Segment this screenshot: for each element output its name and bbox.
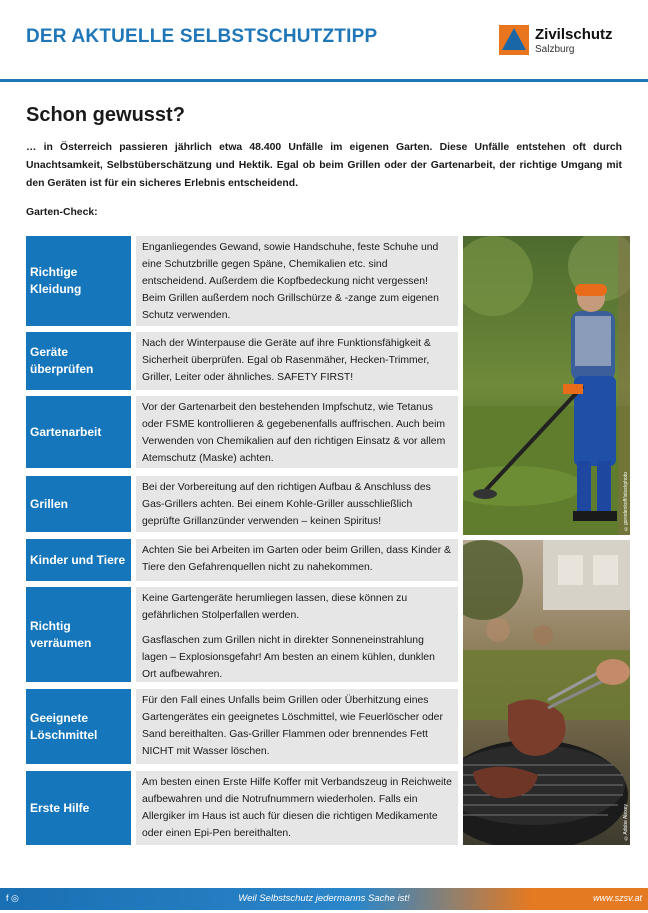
logo-name: Zivilschutz [535, 26, 613, 43]
tip-label: Richtige Kleidung [26, 236, 131, 326]
tip-row [26, 771, 458, 845]
tip-label: Richtig verräumen [26, 587, 131, 682]
photo-credit: ©gorodenkoff/istockphoto [623, 471, 629, 531]
tip-row [26, 539, 458, 581]
tip-row [26, 689, 458, 764]
page-title: Schon gewusst? [26, 104, 185, 126]
tip-paragraph: Nach der Winterpause die Geräte auf ihre Funktionsfähigkeit & Sicherheit überprüfen. Egal ob Rasenmäher, Hecken-Trimmer, Griller, Leiter oder ähnliches. SAFETY FIRST! [142, 338, 431, 383]
tip-text [136, 771, 458, 845]
tip-paragraph: Keine Gartengeräte herumliegen lassen, diese können zu gefährlichen Stolperfallen werden. [142, 593, 408, 621]
tip-paragraph: Gasflaschen zum Grillen nicht in direkter Sonneneinstrahlung lagen – Explosionsgefahr! Am besten an einem kühlen, dunklen Ort aufbewahren. [142, 635, 435, 680]
tip-text [136, 587, 458, 682]
tip-row [26, 332, 458, 390]
page-footer [0, 888, 648, 913]
gardener-photo [463, 236, 630, 535]
tip-text [136, 476, 458, 532]
page-header-title: DER AKTUELLE SELBSTSCHUTZTIPP [26, 26, 378, 47]
tip-paragraph: Am besten einen Erste Hilfe Koffer mit Verbandszeug in Reichweite aufbewahren und die Notrufnummern wiederholen. Falls ein Allergiker im Haus ist auch für diesen die richtigen Medikamente oder einen Epi-Pen bereithalten. [142, 777, 452, 839]
tip-paragraph: Für den Fall eines Unfalls beim Grillen oder Überhitzung eines Gartengerätes ein geeignetes Löschmittel, wie Feuerlöscher oder Sand bereithalten. Gas-Griller Flammen oder brennendes Fett NICHT mit Wasser löschen. [142, 695, 443, 757]
grill-photo [463, 540, 630, 845]
tip-paragraph: Bei der Vorbereitung auf den richtigen Aufbau & Anschluss des Gas-Grillers achten. Bei einem Kohle-Griller ausschließlich geprüfte Grillanzünder verwenden – keinen Spiritus! [142, 482, 431, 527]
tip-text [136, 396, 458, 468]
tip-label: Gartenarbeit [26, 396, 131, 468]
tip-label: Geeignete Löschmittel [26, 689, 131, 764]
zivilschutz-triangle-icon [499, 25, 529, 55]
footer-url-link[interactable]: www.szsv.at [593, 893, 642, 903]
tip-row [26, 476, 458, 532]
check-label: Garten-Check: [26, 207, 98, 218]
tip-paragraph: Enganliegendes Gewand, sowie Handschuhe, feste Schuhe und eine Schutzbrille gegen Späne, Chemikalien etc. sind entscheidend. Außerdem die Kopfbedeckung nicht vergessen! Beim Grillen außerdem noch Grillschürze & -zange zum eigenen Schutz verwenden. [142, 242, 439, 321]
tip-paragraph: Vor der Gartenarbeit den bestehenden Impfschutz, wie Tetanus oder FSME kontrollieren & gegebenenfalls auffrischen. Auch beim Verwenden von Chemikalien auf den richtigen Einsatz & vor allem Atemschutz (Maske) achten. [142, 402, 446, 464]
header-divider [0, 79, 648, 82]
photo-credit: ©Adobe Alexey [623, 804, 629, 841]
tip-row [26, 396, 458, 468]
intro-paragraph: … in Österreich passieren jährlich etwa 48.400 Unfälle im eigenen Garten. Diese Unfälle entstehen oft durch Unachtsamkeit, Selbstüberschätzung und Hektik. Egal ob beim Grillen oder der Gartenarbeit, der richtige Umgang mit den Geräten ist für ein sicheres Erlebnis entscheidend. [26, 142, 622, 189]
tip-label: Erste Hilfe [26, 771, 131, 845]
tip-text [136, 236, 458, 326]
footer-slogan: Weil Selbstschutz jedermanns Sache ist! [238, 893, 410, 904]
tip-text [136, 689, 458, 764]
tip-label: Grillen [26, 476, 131, 532]
tip-row [26, 236, 458, 326]
social-icons[interactable]: f ◎ [6, 893, 19, 903]
tip-text [136, 332, 458, 390]
tip-paragraph: Achten Sie bei Arbeiten im Garten oder beim Grillen, dass Kinder & Tiere den Gefahrenquellen nicht zu nahekommen. [142, 545, 451, 573]
tip-label: Geräte überprüfen [26, 332, 131, 390]
tip-row [26, 587, 458, 682]
logo-subtitle: Salzburg [535, 44, 575, 55]
tip-text [136, 539, 458, 581]
page-header [0, 0, 648, 82]
tip-label: Kinder und Tiere [26, 539, 131, 581]
